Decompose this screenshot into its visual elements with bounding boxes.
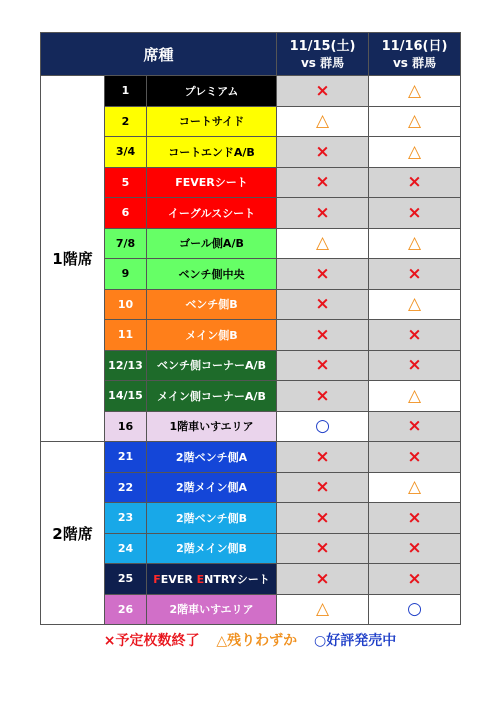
legend	[0, 630, 500, 650]
seat-number: 21	[105, 442, 147, 473]
seat-number: 6	[105, 198, 147, 229]
game-2-status: △	[369, 76, 461, 107]
game-1-status: ×	[277, 76, 369, 107]
seat-name: 2階ベンチ側A	[147, 442, 277, 473]
seat-number: 7/8	[105, 228, 147, 259]
floor-label: 2階席	[41, 442, 105, 625]
seat-type-header: 席種	[41, 33, 277, 76]
seat-name: プレミアム	[147, 76, 277, 107]
seat-number: 1	[105, 76, 147, 107]
game-1-status: ×	[277, 442, 369, 473]
floor-label: 1階席	[41, 76, 105, 442]
table-row	[41, 76, 461, 107]
seat-name: ベンチ側コーナーA/B	[147, 350, 277, 381]
seat-number: 23	[105, 503, 147, 534]
game-1-status: △	[277, 106, 369, 137]
seat-name: 2階メイン側B	[147, 533, 277, 564]
game-1-status: ×	[277, 289, 369, 320]
game-2-status: △	[369, 106, 461, 137]
seat-number: 11	[105, 320, 147, 351]
legend-sold-out: ×予定枚数終了	[103, 633, 200, 649]
seat-name: コートサイド	[147, 106, 277, 137]
seat-rows	[41, 76, 461, 625]
game-2-status: ×	[369, 320, 461, 351]
game-2-status: ×	[369, 198, 461, 229]
seat-number: 24	[105, 533, 147, 564]
legend-available: ○好評発売中	[314, 633, 397, 649]
table-header-row	[41, 33, 461, 76]
seat-name: ベンチ側B	[147, 289, 277, 320]
game-1-date: 11/15(土)	[289, 38, 356, 54]
seat-availability-table	[40, 32, 461, 625]
seat-name: FEVERシート	[147, 167, 277, 198]
game-1-status: △	[277, 594, 369, 625]
game-1-opponent: vs 群馬	[300, 55, 345, 70]
game-1-status: ×	[277, 472, 369, 503]
seat-number: 5	[105, 167, 147, 198]
game-1-status: ○	[277, 411, 369, 442]
game-1-header	[277, 33, 369, 76]
game-1-status: ×	[277, 167, 369, 198]
seat-name: メイン側B	[147, 320, 277, 351]
game-1-status: ×	[277, 503, 369, 534]
seat-number: 9	[105, 259, 147, 290]
game-1-status: ×	[277, 137, 369, 168]
game-1-status: ×	[277, 564, 369, 595]
game-1-status: ×	[277, 350, 369, 381]
seat-name: 2階メイン側A	[147, 472, 277, 503]
game-2-opponent: vs 群馬	[392, 55, 437, 70]
game-2-date: 11/16(日)	[381, 38, 448, 54]
game-2-status: ×	[369, 259, 461, 290]
seat-name: 1階車いすエリア	[147, 411, 277, 442]
game-2-status: ×	[369, 167, 461, 198]
game-1-status: ×	[277, 320, 369, 351]
seat-name: 2階ベンチ側B	[147, 503, 277, 534]
game-2-status: ×	[369, 350, 461, 381]
game-2-status: ×	[369, 564, 461, 595]
seat-name: ベンチ側中央	[147, 259, 277, 290]
legend-few-left: △残りわずか	[216, 633, 298, 649]
game-1-status: △	[277, 228, 369, 259]
seat-name: 2階車いすエリア	[147, 594, 277, 625]
seat-number: 22	[105, 472, 147, 503]
seat-number: 12/13	[105, 350, 147, 381]
game-2-status: ○	[369, 594, 461, 625]
table-row	[41, 442, 461, 473]
seat-name: FEVER ENTRYシート	[147, 564, 277, 595]
game-2-header	[369, 33, 461, 76]
seat-number: 14/15	[105, 381, 147, 412]
game-2-status: △	[369, 289, 461, 320]
seat-number: 26	[105, 594, 147, 625]
game-2-status: ×	[369, 442, 461, 473]
seat-number: 10	[105, 289, 147, 320]
seat-number: 25	[105, 564, 147, 595]
game-2-status: △	[369, 137, 461, 168]
game-2-status: ×	[369, 503, 461, 534]
game-1-status: ×	[277, 381, 369, 412]
game-2-status: △	[369, 472, 461, 503]
seat-number: 16	[105, 411, 147, 442]
seat-name: コートエンドA/B	[147, 137, 277, 168]
game-1-status: ×	[277, 198, 369, 229]
game-2-status: △	[369, 381, 461, 412]
seat-name: メイン側コーナーA/B	[147, 381, 277, 412]
seat-number: 3/4	[105, 137, 147, 168]
game-1-status: ×	[277, 259, 369, 290]
seat-name: ゴール側A/B	[147, 228, 277, 259]
seat-number: 2	[105, 106, 147, 137]
game-2-status: ×	[369, 533, 461, 564]
seat-name: イーグルスシート	[147, 198, 277, 229]
game-2-status: ×	[369, 411, 461, 442]
game-1-status: ×	[277, 533, 369, 564]
game-2-status: △	[369, 228, 461, 259]
